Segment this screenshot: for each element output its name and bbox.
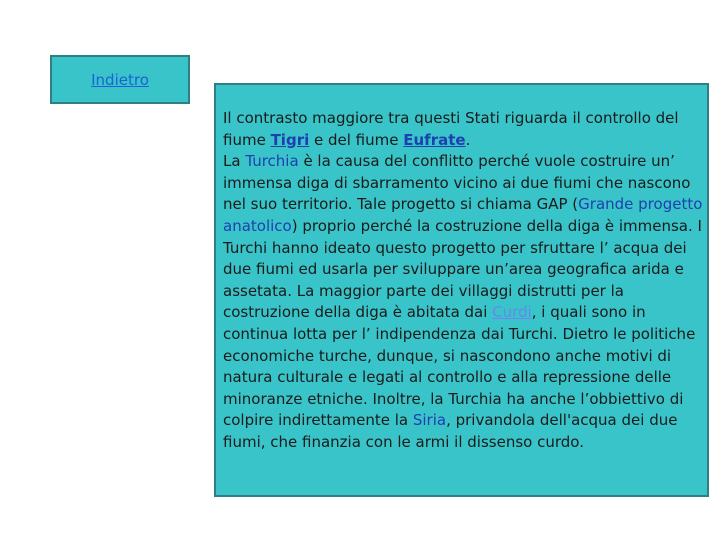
link-siria[interactable]: Siria: [412, 411, 447, 430]
text-segment: La: [223, 152, 246, 171]
text-segment: ) proprio perché la costruzione della diga è immensa. I Turchi hanno ideato questo progetto per sfruttare l’ acqua dei due fiumi ed usarla per sviluppare un’area geografica arida e assetata. La maggior parte dei villaggi distrutti per la costruzione della diga è abitata dai: [223, 216, 702, 322]
text-segment: è la causa del conflitto perché vuole costruire un’ immensa diga di sbarramento vicino ai due fiumi che nascono nel suo territorio. Tale progetto si chiama GAP (: [223, 152, 691, 214]
text-segment: Il contrasto maggiore tra questi Stati riguarda il controllo del fiume: [223, 109, 679, 149]
link-curdi[interactable]: Curdi: [492, 303, 532, 322]
content-panel: [214, 83, 709, 497]
text-segment: , i quali sono in continua lotta per l’ indipendenza dai Turchi. Dietro le politiche economiche turche, dunque, si nascondono anche motivi di natura culturale e legati al controllo e alla repressione delle minoranze etniche. Inoltre, la Turchia ha anche l’obbiettivo di colpire indirettamente la: [223, 303, 696, 430]
link-eufrate[interactable]: Eufrate: [403, 130, 466, 149]
text-segment: e del fiume: [309, 130, 404, 149]
paragraph-turchia: [223, 151, 705, 453]
content-text: [223, 108, 705, 454]
back-button[interactable]: [50, 55, 190, 104]
text-segment: , privandola dell'acqua dei due fiumi, che finanzia con le armi il dissenso curdo.: [223, 411, 678, 451]
paragraph-rivers: [223, 108, 705, 151]
link-turchia[interactable]: Turchia: [245, 152, 299, 171]
link-tigri[interactable]: Tigri: [270, 130, 310, 149]
text-segment: .: [465, 130, 471, 149]
back-link[interactable]: Indietro: [91, 70, 149, 89]
link-gap[interactable]: Grande progetto anatolico: [223, 195, 703, 235]
